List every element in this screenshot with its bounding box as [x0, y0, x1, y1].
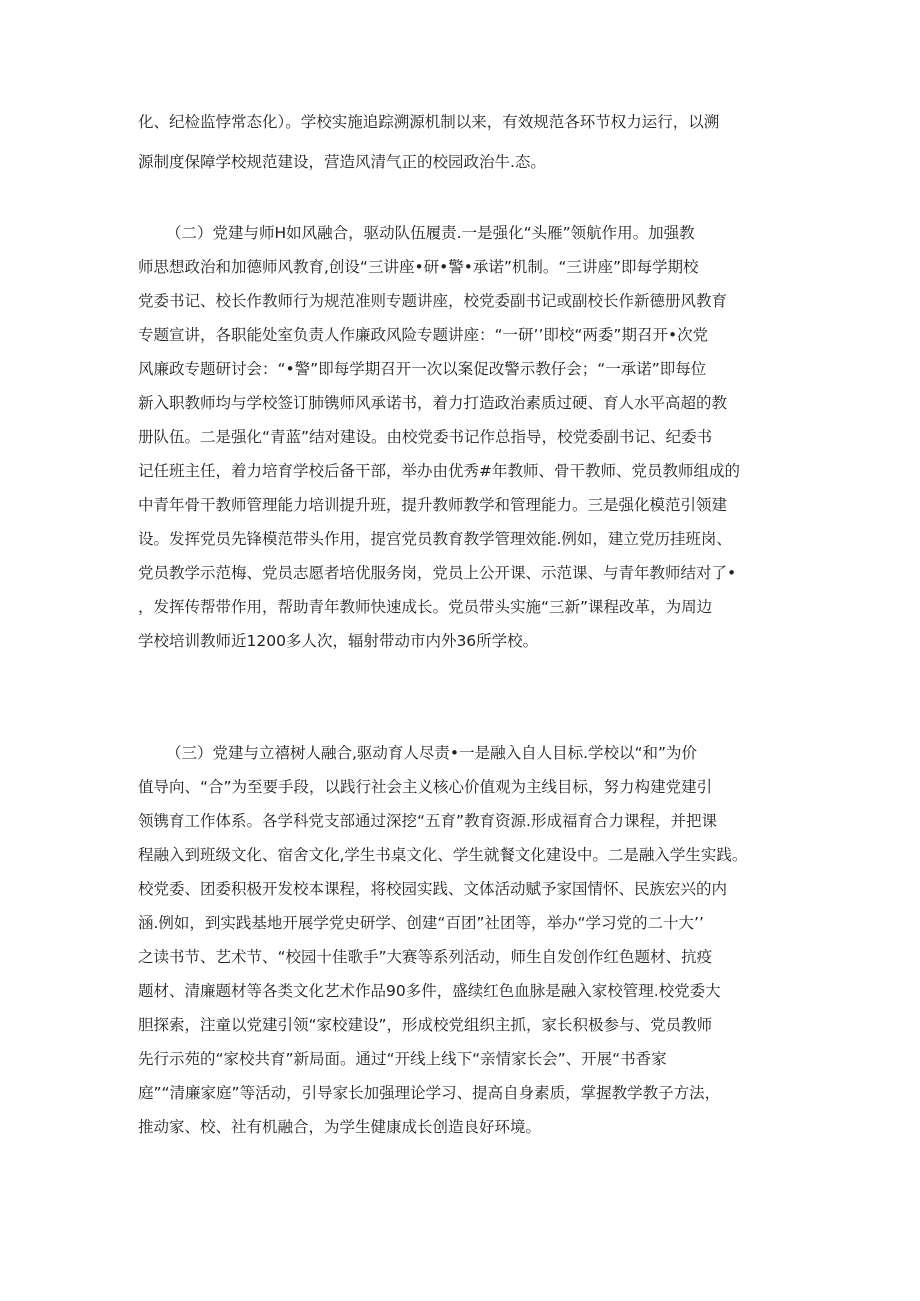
text-line: 程融入到班级文化、宿舍文化,学生书桌文化、学生就餐文化建设中。二是融入学生实践。: [138, 846, 748, 864]
text-line: 涵.例如，到实践基地开展学党史研学、创建“百团”社团等，举办“学习党的二十大’’: [138, 914, 704, 932]
text-line: 值导向、“合”为至要手段，以践行社会主义核心价值观为主线目标，努力构建党建引: [138, 778, 713, 796]
text-line: 党委书记、校长作教师行为规范准则专题讲座，校党委副书记或副校长作新德册风教育: [138, 292, 728, 310]
text-line: 党员教学示范梅、党员志愿者培优服务岗，党员上公开课、示范课、与青年教师结对了•: [138, 564, 737, 582]
text-line: ，发挥传帮带作用，帮助青年教师快速成长。党员带头实施“三新”课程改革，为周边: [138, 598, 713, 616]
text-line: 胆探索，注童以党建引领“家校建设”，形成校党组织主抓，家长积极参与、党员教师: [138, 1016, 713, 1034]
text-line: 设。发挥党员先锋模范带头作用，提宫党员教育教学管理效能.例如，建立党历挂班岗、: [138, 530, 732, 548]
text-line: 先行示苑的“家校共育”新局面。通过“开线上线下“亲情家长会”、开展“书香家: [138, 1050, 667, 1068]
text-line: 校党委、团委积极开发校本课程，将校园实践、文体活动赋予家国情怀、民族宏兴的内: [138, 880, 728, 898]
text-line: 册队伍。二是强化“青蓝”结对建设。由校党委书记作总指导，校党委副书记、纪委书: [138, 428, 713, 446]
text-line: 记任班主任，着力培育学校后备干部，举办由优秀#年教师、骨干教师、党员教师组成的: [138, 462, 740, 480]
text-line: 师思想政治和加德师风教育,创设“三讲座•研•警•承诺”机制。“三讲座”即每学期校: [138, 258, 699, 276]
text-line: 中青年骨干教师管理能力培训提升班，提升教师教学和管理能力。三是强化模范引领建: [138, 496, 728, 514]
text-line: （二）党建与师H如风融合，驱动队伍履责.一是强化“头雁”领航作用。加强教: [166, 224, 695, 242]
text-line: 推动家、校、社有机融合，为学生健康成长创造良好环境。: [138, 1118, 542, 1136]
text-line: 之读书节、艺术节、“校园十佳歌手”大赛等系列活动，师生自发创作红色题材、抗疫: [138, 948, 713, 966]
text-line: 风廉政专题研讨会：“•警”即每学期召开一次以案促改警示教仔会；“一承诺”即每位: [138, 360, 707, 378]
text-line: 学校培训教师近1200多人次，辐射带动市内外36所学校。: [138, 632, 539, 650]
text-line: 化、纪检监悖常态化）。学校实施追踪溯源机制以来，有效规范各环节权力运行，以溯: [138, 113, 720, 131]
text-line: 新入职教师均与学校签订肺镌师风承诺书，着力打造政治素质过硬、育人水平高超的教: [138, 394, 728, 412]
text-line: 领镌育工作体系。各学科党支部通过深挖“五育”教育资源.形成福育合力课程，并把课: [138, 812, 717, 830]
text-line: 题材、清廉题材等各类文化艺术作品90多件，盛续红色血脉是融入家校管理.校党委大: [138, 982, 721, 1000]
text-line: 源制度保障学校规范建设，营造风清气正的校园政治牛.态。: [138, 153, 546, 171]
text-line: 专题宣讲，各职能处室负责人作廉政风险专题讲座：“一研’’即校“两委”期召开•次党: [138, 326, 709, 344]
text-line: （三）党建与立禧树人融合,驱动育人尽责•一是融入自人目标.学校以“和”为价: [166, 744, 698, 762]
text-line: 庭”“清廉家庭”等活动，引导家长加强理论学习、提高自身素质，掌握教学教子方法，: [138, 1084, 721, 1102]
